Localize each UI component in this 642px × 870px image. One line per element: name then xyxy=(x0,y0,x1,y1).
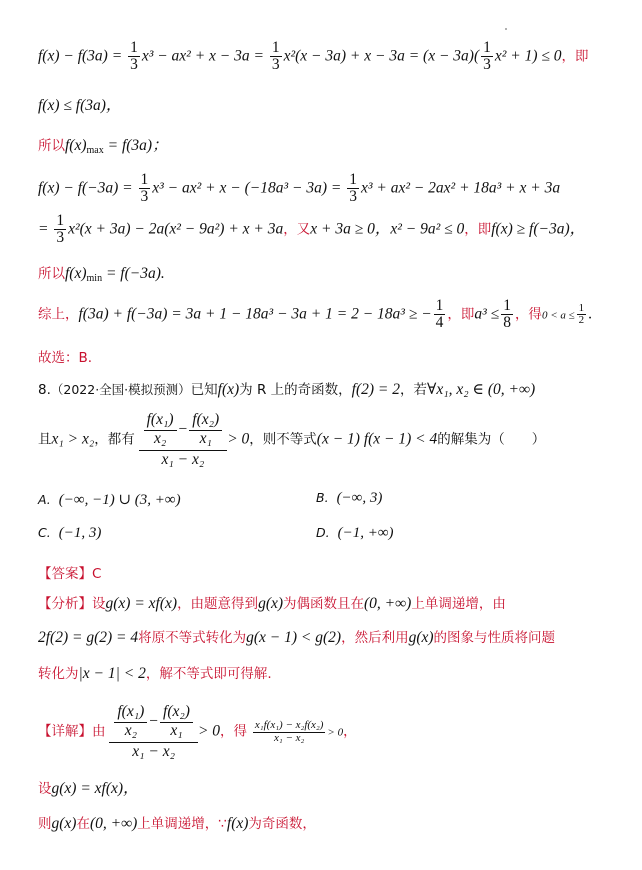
analysis-line-2: 2f(2) = g(2) = 4将原不等式转化为g(x − 1) < g(2)，然后利用g(x)的图象与性质将问题 xyxy=(38,629,556,646)
option-c[interactable]: C. (−1, 3) xyxy=(38,525,102,541)
line-3: 所以$f(x)_{max} = f(3a)$； xyxy=(38,137,168,156)
fraction-one-third: $\frac{1}{3}$ xyxy=(271,39,280,74)
option-d[interactable]: D. (−1, +∞) xyxy=(316,525,394,541)
fraction-one-third: $\frac{1}{3}$ xyxy=(349,171,357,206)
line-4: f(x) − f(−3a) = $\frac{1}{3}$ x³ − ax² + x − (−18a³ − 3a) = $\frac{1}{3}$ x³ + ax² − 2ax² + 18a³ + x + 3a xyxy=(38,171,561,206)
line-5: = $\frac{1}{3}$ x²(x + 3a) − 2a(x² − 9a²) + x + 3a，又x + 3a ≥ 0，x² − 9a² ≤ 0，即f(x) ≥ f(−3a)， xyxy=(38,212,586,247)
detail-line-1: 【详解】由 $\frac{\text{f(x₁)}}{\text{x₂}}$ − $\frac{\text{f(x₂)}}{\text{x₁}}$ x₁ − x₂ > 0，得 $\frac{\text{x₁f(x₁) − x₂f(x₂)}}{\text{x₁ − x₂}}$ > 0， xyxy=(38,703,357,760)
fraction-one-third: $\frac{1}{3}$ xyxy=(56,212,65,247)
condition-fraction: $\frac{\text{f(x₁)}}{\text{x₂}}$ − $\frac{\text{f(x₂)}}{\text{x₁}}$ x₁ − x₂ xyxy=(139,412,228,468)
analysis-line-3: 转化为|x − 1| < 2，解不等式即可得解. xyxy=(38,665,272,682)
option-b[interactable]: B. (−∞, 3) xyxy=(316,490,383,506)
detail-line-3: 则g(x)在(0, +∞)上单调递增，∵f(x)为奇函数， xyxy=(38,815,316,832)
scan-dot xyxy=(505,28,507,30)
detail-result-fraction: $\frac{\text{x₁f(x₁) − x₂f(x₂)}}{\text{x₁ − x₂}}$ xyxy=(254,719,324,744)
line-7: 综上，f(3a) + f(−3a) = 3a + 1 − 18a³ − 3a + 1 = 2 − 18a³ ≥ − $\frac{1}{4}$ ，即a³ ≤ $\frac{1}{8}$ ，得0 < a ≤ $\frac{1}{2}$ . xyxy=(38,297,593,332)
detail-line-2: 设g(x) = xf(x)， xyxy=(38,780,139,797)
line-2: f(x) ≤ f(3a)， xyxy=(38,97,122,114)
fraction-one-third: $\frac{1}{3}$ xyxy=(130,39,138,74)
line-6: 所以$f(x)_{min} = f(-3a)$. xyxy=(38,265,165,284)
question-8-line-1: 8.（2022·全国·模拟预测）已知f(x)为 R 上的奇函数，f(2) = 2，若∀x₁, x₂ ∈ (0, +∞) xyxy=(38,381,536,398)
answer-line: 【答案】C xyxy=(38,566,102,582)
analysis-line-1: 【分析】设g(x) = xf(x)，由题意得到g(x)为偶函数且在(0, +∞)上单调递增，由 xyxy=(38,595,506,612)
question-8-line-2: 且x₁ > x₂，都有 $\frac{\text{f(x₁)}}{\text{x₂}}$ − $\frac{\text{f(x₂)}}{\text{x₁}}$ x₁ − x₂ > 0，则不等式(x − 1) f(x − 1) < 4的解集为（ ） xyxy=(38,411,546,468)
fraction-one-third: $\frac{1}{3}$ xyxy=(140,171,149,206)
line-1: f(x) − f(3a) = $\frac{1}{3}$ x³ − ax² + x − 3a = $\frac{1}{3}$ x²(x − 3a) + x − 3a = (x − 3a)( $\frac{1}{3}$ x² + 1) ≤ 0，即 xyxy=(38,39,589,74)
detail-condition-fraction: $\frac{\text{f(x₁)}}{\text{x₂}}$ − $\frac{\text{f(x₂)}}{\text{x₁}}$ x₁ − x₂ xyxy=(109,704,198,760)
option-a[interactable]: A. (−∞, −1) ∪ (3, +∞) xyxy=(38,492,181,508)
choice-answer-line: 故选：B. xyxy=(38,350,93,366)
fraction-one-third: $\frac{1}{3}$ xyxy=(483,39,491,74)
